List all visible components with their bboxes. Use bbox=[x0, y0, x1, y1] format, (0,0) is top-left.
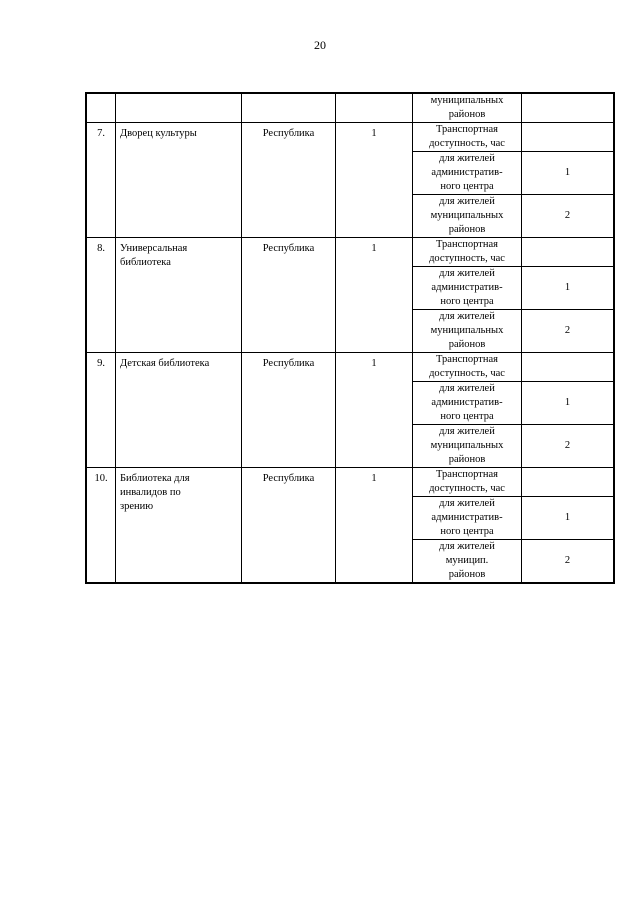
indicator-cell bbox=[413, 238, 522, 267]
table-row bbox=[86, 468, 614, 497]
facility-name-cell bbox=[116, 238, 242, 353]
indicator-line: районов bbox=[448, 339, 486, 350]
indicator-line: для жителей bbox=[439, 498, 495, 509]
indicator-line: Транспортная bbox=[436, 124, 498, 135]
cont-value-cell bbox=[522, 93, 615, 123]
indicator-line: Транспортная bbox=[436, 354, 498, 365]
indicator-line: ного центра bbox=[440, 181, 494, 192]
indicator-line: ного центра bbox=[440, 296, 494, 307]
indicator-cell bbox=[413, 425, 522, 468]
indicator-cell bbox=[413, 353, 522, 382]
indicator-cell bbox=[413, 152, 522, 195]
value-cell bbox=[522, 468, 615, 497]
page-number: 20 bbox=[314, 38, 326, 52]
value-cell: 2 bbox=[522, 310, 615, 353]
facility-name-line: зрению bbox=[120, 501, 154, 512]
facility-name-line: инвалидов по bbox=[120, 487, 181, 498]
quantity-cell: 1 bbox=[336, 123, 413, 238]
indicator-line: для жителей bbox=[439, 311, 495, 322]
facility-name-line: библиотека bbox=[120, 257, 171, 268]
indicator-line: ного центра bbox=[440, 526, 494, 537]
value-cell bbox=[522, 238, 615, 267]
indicator-line: административ- bbox=[431, 282, 503, 293]
level-cell: Республика bbox=[242, 468, 336, 584]
quantity-cell: 1 bbox=[336, 238, 413, 353]
cont-num-cell bbox=[86, 93, 116, 123]
indicator-line: доступность, час bbox=[429, 483, 505, 494]
facility-name-cell bbox=[116, 353, 242, 468]
indicator-cell bbox=[413, 123, 522, 152]
value-cell: 2 bbox=[522, 540, 615, 584]
indicator-cell bbox=[413, 267, 522, 310]
table-row bbox=[86, 353, 614, 382]
quantity-cell: 1 bbox=[336, 468, 413, 584]
indicator-line: административ- bbox=[431, 167, 503, 178]
facility-name-line: Детская библиотека bbox=[120, 358, 210, 369]
indicator-line: муниципальных bbox=[430, 325, 504, 336]
quantity-cell: 1 bbox=[336, 353, 413, 468]
norms-table bbox=[85, 92, 615, 584]
level-cell: Республика bbox=[242, 238, 336, 353]
cont-qty-cell bbox=[336, 93, 413, 123]
value-cell: 1 bbox=[522, 152, 615, 195]
level-cell: Республика bbox=[242, 123, 336, 238]
indicator-line: административ- bbox=[431, 512, 503, 523]
norms-table-body bbox=[86, 93, 614, 583]
cont-indicator-cell bbox=[413, 93, 522, 123]
facility-name-line: Библиотека для bbox=[120, 473, 190, 484]
continuation-row bbox=[86, 93, 614, 123]
row-number-cell: 7. bbox=[86, 123, 116, 238]
facility-name-cell bbox=[116, 468, 242, 584]
indicator-line: для жителей bbox=[439, 426, 495, 437]
indicator-line: для жителей bbox=[439, 196, 495, 207]
level-cell: Республика bbox=[242, 353, 336, 468]
cont-level-cell bbox=[242, 93, 336, 123]
indicator-cell bbox=[413, 310, 522, 353]
indicator-line: для жителей bbox=[439, 268, 495, 279]
indicator-cell bbox=[413, 382, 522, 425]
indicator-line: муниципальных bbox=[430, 210, 504, 221]
facility-name-line: Универсальная bbox=[120, 243, 188, 254]
indicator-line: районов bbox=[448, 224, 486, 235]
indicator-line: административ- bbox=[431, 397, 503, 408]
value-cell: 1 bbox=[522, 267, 615, 310]
indicator-line: для жителей bbox=[439, 153, 495, 164]
indicator-line: районов bbox=[448, 569, 486, 580]
table-row bbox=[86, 238, 614, 267]
value-cell: 2 bbox=[522, 425, 615, 468]
indicator-line: для жителей bbox=[439, 541, 495, 552]
indicator-line: доступность, час bbox=[429, 138, 505, 149]
indicator-line: доступность, час bbox=[429, 253, 505, 264]
row-number-cell: 9. bbox=[86, 353, 116, 468]
row-number-cell: 8. bbox=[86, 238, 116, 353]
indicator-line: для жителей bbox=[439, 383, 495, 394]
value-cell: 1 bbox=[522, 382, 615, 425]
indicator-cell bbox=[413, 195, 522, 238]
cont-indicator-line: муниципальных bbox=[430, 95, 504, 106]
indicator-line: доступность, час bbox=[429, 368, 505, 379]
indicator-line: муниципальных bbox=[430, 440, 504, 451]
cont-indicator-line: районов bbox=[448, 109, 486, 120]
cont-name-cell bbox=[116, 93, 242, 123]
value-cell: 1 bbox=[522, 497, 615, 540]
indicator-line: Транспортная bbox=[436, 469, 498, 480]
indicator-line: муницип. bbox=[445, 555, 489, 566]
indicator-cell bbox=[413, 540, 522, 584]
indicator-line: районов bbox=[448, 454, 486, 465]
value-cell bbox=[522, 123, 615, 152]
row-number-cell: 10. bbox=[86, 468, 116, 584]
table-row bbox=[86, 123, 614, 152]
value-cell: 2 bbox=[522, 195, 615, 238]
facility-name-cell bbox=[116, 123, 242, 238]
indicator-cell bbox=[413, 468, 522, 497]
indicator-line: ного центра bbox=[440, 411, 494, 422]
value-cell bbox=[522, 353, 615, 382]
facility-name-line: Дворец культуры bbox=[120, 128, 197, 139]
indicator-cell bbox=[413, 497, 522, 540]
indicator-line: Транспортная bbox=[436, 239, 498, 250]
